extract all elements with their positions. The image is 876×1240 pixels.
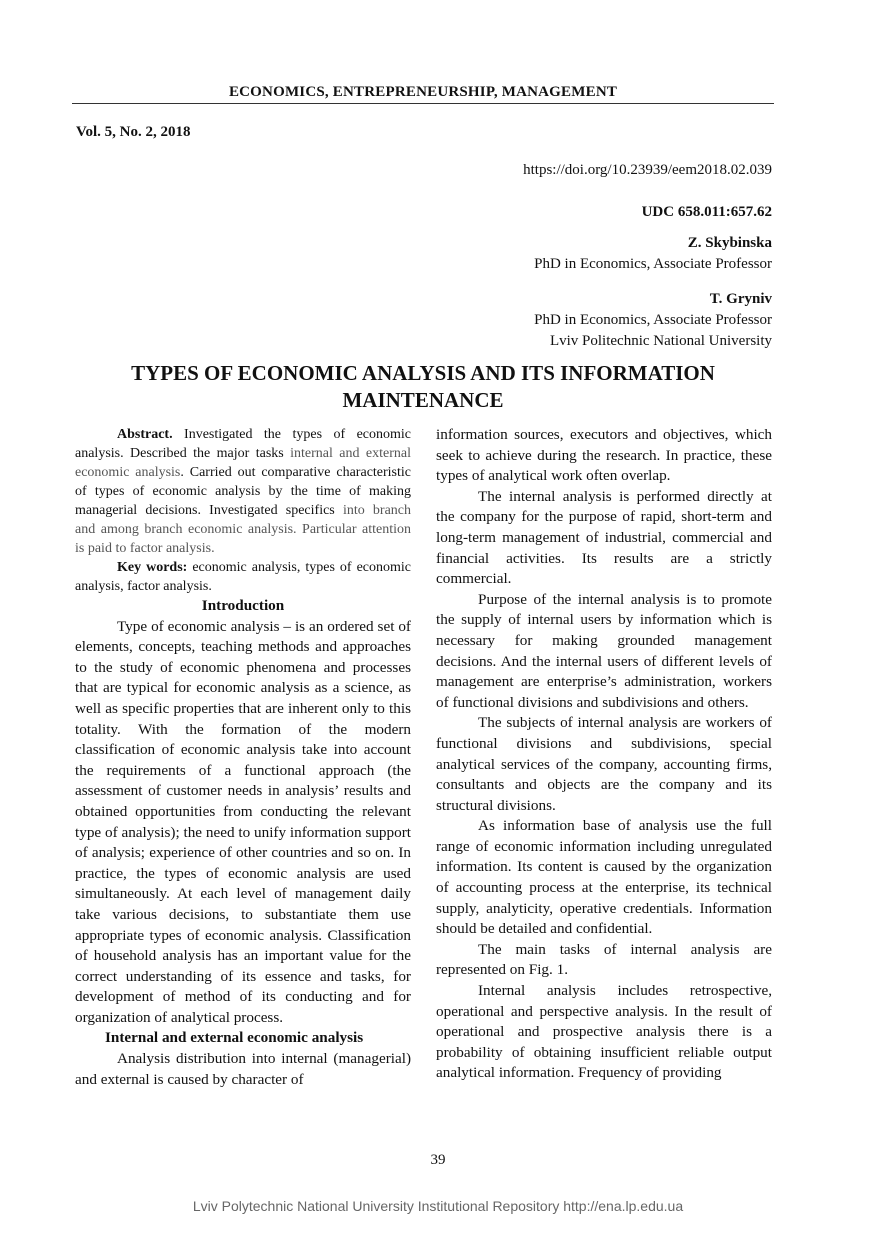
author-degree: PhD in Economics, Associate Professor <box>534 312 772 328</box>
author-block-1 <box>534 233 772 275</box>
paragraph: The subjects of internal analysis are workers of functional divisions and subdivisions, special analytical services of the company, accounting firms, consultants and objects are the company and its structural divisions. <box>436 714 772 814</box>
header-rule <box>72 103 774 104</box>
section-heading-introduction: Introduction <box>201 597 285 614</box>
abstract-label: Abstract. <box>117 427 173 442</box>
keywords <box>75 558 411 596</box>
doi-link[interactable]: https://doi.org/10.23939/eem2018.02.039 <box>523 162 772 178</box>
abstract-text: internal and external economic analysis <box>75 446 411 480</box>
author-name: T. Gryniv <box>709 291 772 307</box>
section-heading-internal-external: Internal and external economic analysis <box>105 1029 364 1047</box>
volume-issue: Vol. 5, No. 2, 2018 <box>76 124 191 140</box>
author-name: Z. Skybinska <box>687 235 772 251</box>
abstract <box>75 425 411 558</box>
paragraph: Purpose of the internal analysis is to promote the supply of internal users by information which is necessary for making grounded management decisions. And the internal users of different levels of management are enterprise’s administration, workers of functional divisions and subdivisions and others. <box>436 590 772 711</box>
paper-title <box>72 360 774 414</box>
paragraph: information sources, executors and objectives, which seek to achieve during the research. In practice, these types of analytical work often overlap. <box>436 426 772 485</box>
paragraph-distribution: Analysis distribution into internal (managerial) and external is caused by character of <box>75 1050 411 1088</box>
left-column <box>75 425 411 1090</box>
author-block-2 <box>534 289 772 352</box>
author-affiliation: Lviv Politechnic National University <box>549 333 772 349</box>
right-column <box>436 425 772 1084</box>
repository-footer: Lviv Polytechnic National University Institutional Repository http://ena.lp.edu.ua <box>192 1198 684 1214</box>
paragraph-introduction: Type of economic analysis – is an ordered set of elements, concepts, teaching methods and approaches to the study of economic phenomena and processes that are typical for economic analysis as a science, as well as specific properties that are inherent only to this totality. With the formation of the modern classification of economic analysis take into account the requirements of a functional approach (the assessment of customer needs in analysis’ results and obtained opportunities from conducting the relevant type of analysis); the need to unify information support of analysis; experience of other countries and so on. In practice, the types of economic analysis are used simultaneously. At each level of management daily take various decisions, to substantiate them use appropriate types of economic analysis. Classification of household analysis has an important value for the correct understanding of its essence and tasks, for development of method of its conducting and for organization of analytical process. <box>75 617 411 1026</box>
running-head: ECONOMICS, ENTREPRENEURSHIP, MANAGEMENT <box>228 84 618 100</box>
keywords-label: Key words: <box>117 560 188 575</box>
udc-code: UDC 658.011:657.62 <box>641 204 772 220</box>
paragraph: Internal analysis includes retrospective, operational and perspective analysis. In the result of operational and prospective analysis there is a probability of obtaining insufficient reliable output analytical information. Frequency of providing <box>436 982 772 1082</box>
abstract-text: Investigated the types of economic analysis. Described the major tasks <box>75 427 411 461</box>
abstract-text: . Carried out comparative characteristic of types of economic analysis by the time of making managerial decisions. Investigated specifics <box>75 465 411 518</box>
paragraph: The main tasks of internal analysis are represented on Fig. 1. <box>436 940 772 979</box>
paragraph: The internal analysis is performed directly at the company for the purpose of rapid, short-term and long-term management of industrial, commercial and financial activities. Its results are a strictly commercial. <box>436 487 772 588</box>
page-number: 39 <box>430 1152 446 1168</box>
keywords-text: economic analysis, types of economic analysis, factor analysis. <box>75 560 411 594</box>
paragraph: As information base of analysis use the full range of economic information including unregulated information. Its content is caused by the organization of accounting process at the enterprise, its technical supply, analyticity, operative credentials. Information should be detailed and confidential. <box>436 817 772 938</box>
title-line: TYPES OF ECONOMIC ANALYSIS AND ITS INFORMATION <box>131 361 715 385</box>
author-degree: PhD in Economics, Associate Professor <box>534 256 772 272</box>
abstract-text: into branch and among branch economic analysis. Particular attention is paid to factor analysis. <box>75 503 411 556</box>
title-line: MAINTENANCE <box>342 388 504 412</box>
